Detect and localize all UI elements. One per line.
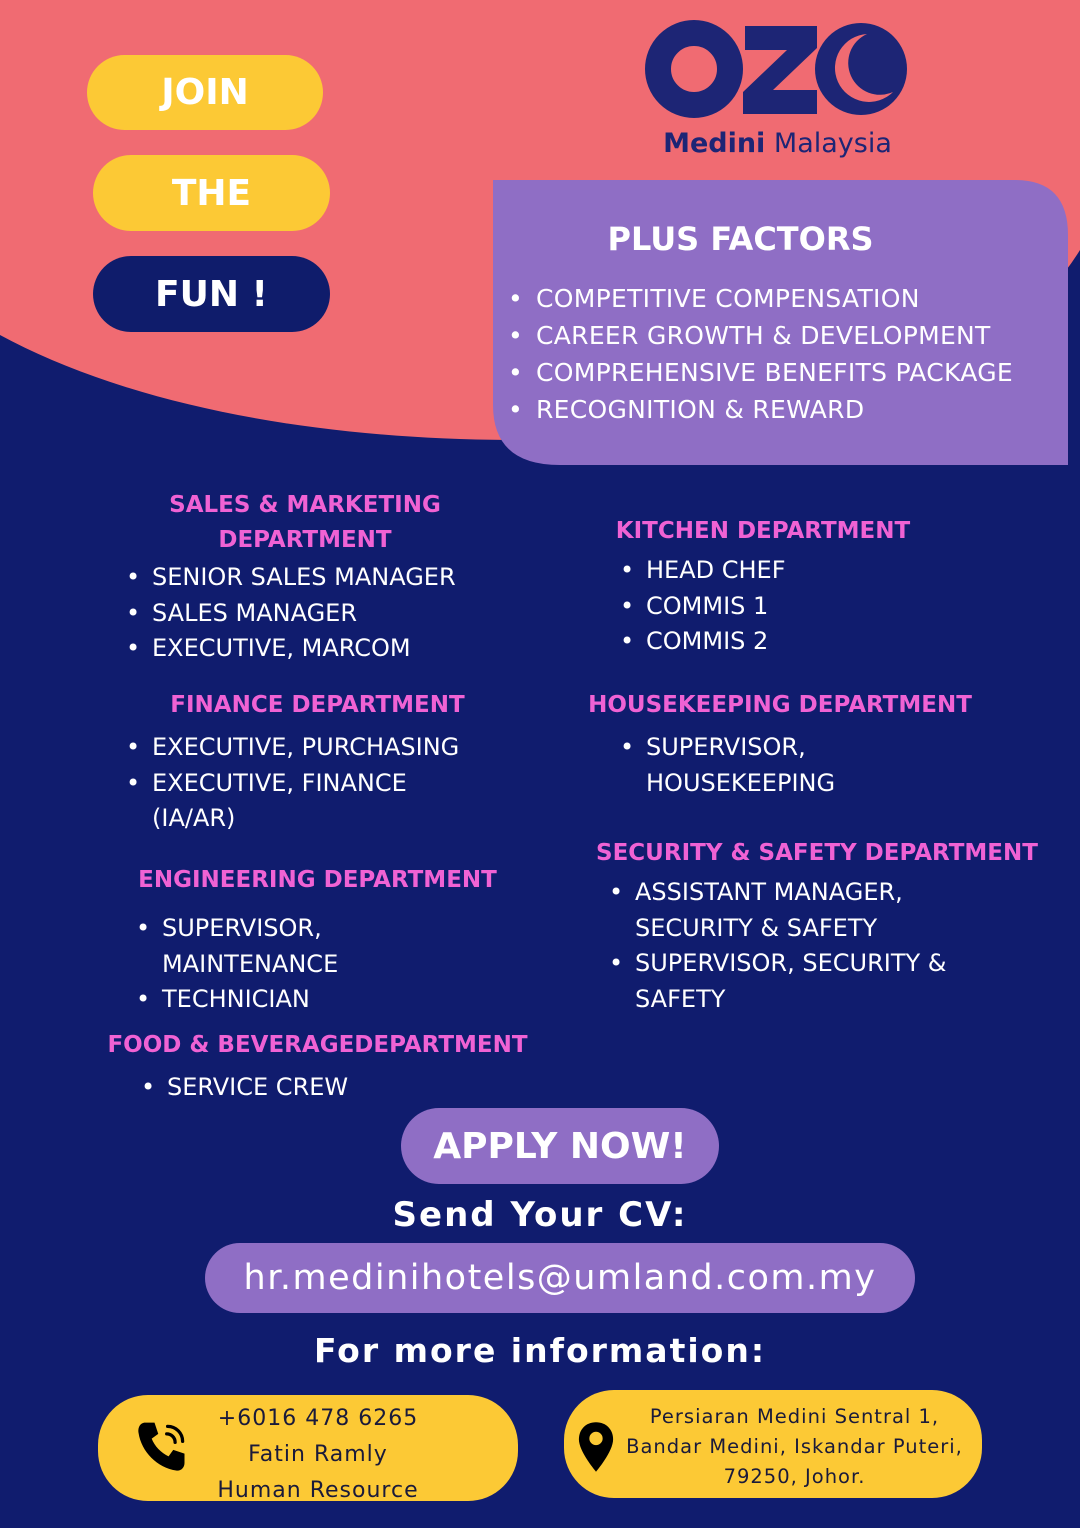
list-item: • EXECUTIVE, MARCOM [126, 631, 456, 667]
logo-letter-z [743, 26, 817, 114]
security-dept-title: SECURITY & SAFETY DEPARTMENT [596, 840, 1038, 866]
logo-letter-o [658, 33, 730, 105]
address-text [622, 1402, 967, 1492]
address-contact-card[interactable] [564, 1390, 982, 1498]
kitchen-dept-title: KITCHEN DEPARTMENT [615, 518, 911, 544]
sales-dept-title [140, 488, 470, 558]
list-item: • EXECUTIVE, FINANCE [126, 766, 459, 802]
fun-pill: FUN ! [93, 256, 330, 332]
list-item: • SERVICE CREW [141, 1070, 348, 1106]
list-item: • SUPERVISOR, SECURITY & [609, 946, 947, 982]
list-item-continuation: (IA/AR) [152, 804, 236, 832]
list-item-continuation: SECURITY & SAFETY [635, 913, 878, 942]
list-item-continuation: SAFETY [635, 984, 726, 1013]
list-item: • ASSISTANT MANAGER, [609, 875, 947, 911]
more-info-heading: For more information: [313, 1331, 767, 1370]
list-item: • EXECUTIVE, PURCHASING [126, 730, 459, 766]
finance-dept-title: FINANCE DEPARTMENT [170, 692, 465, 718]
address-line: 79250, Johor. [723, 1465, 866, 1488]
list-item: • COMPREHENSIVE BENEFITS PACKAGE [508, 354, 1013, 391]
engineering-jobs-list [136, 911, 338, 1018]
sales-dept-title-line1: SALES & MARKETING [169, 492, 441, 518]
plus-factors-list [508, 280, 1013, 428]
sales-jobs-list [126, 560, 456, 667]
phone-contact-card[interactable] [98, 1395, 518, 1501]
the-pill: THE [93, 155, 330, 231]
list-item: • TECHNICIAN [136, 982, 338, 1018]
fnb-dept-title: FOOD & BEVERAGEDEPARTMENT [107, 1032, 528, 1058]
list-item: • SALES MANAGER [126, 596, 456, 632]
contact-name: Fatin Ramly [248, 1442, 388, 1467]
list-item: • SENIOR SALES MANAGER [126, 560, 456, 596]
list-item: • SUPERVISOR, [620, 730, 835, 766]
housekeeping-jobs-list [620, 730, 835, 801]
list-item: • COMMIS 1 [620, 589, 786, 625]
kitchen-jobs-list [620, 553, 786, 660]
contact-role: Human Resource [217, 1478, 419, 1503]
list-item: • CAREER GROWTH & DEVELOPMENT [508, 317, 1013, 354]
engineering-dept-title: ENGINEERING DEPARTMENT [138, 867, 497, 893]
list-item: • SUPERVISOR, [136, 911, 338, 947]
list-item-continuation: HOUSEKEEPING [646, 768, 836, 797]
finance-jobs-list [126, 730, 459, 837]
email-link[interactable]: hr.medinihotels@umland.com.my [205, 1243, 915, 1313]
address-line: Persiaran Medini Sentral 1, [649, 1405, 940, 1428]
list-item: • COMMIS 2 [620, 624, 786, 660]
location-pin-icon [577, 1420, 615, 1474]
logo-subtitle: Medini Malaysia [663, 128, 892, 159]
crescent-moon-icon [815, 23, 907, 115]
apply-now-button[interactable]: APPLY NOW! [401, 1108, 719, 1184]
list-item-continuation: MAINTENANCE [162, 949, 339, 978]
address-line: Bandar Medini, Iskandar Puteri, [626, 1435, 963, 1458]
list-item: • HEAD CHEF [620, 553, 786, 589]
housekeeping-dept-title: HOUSEKEEPING DEPARTMENT [588, 692, 972, 718]
phone-icon [132, 1417, 192, 1477]
phone-number: +6016 478 6265 [217, 1406, 419, 1431]
sales-dept-title-line2: DEPARTMENT [218, 527, 392, 553]
list-item: • COMPETITIVE COMPENSATION [508, 280, 1013, 317]
security-jobs-list [609, 875, 947, 1017]
list-item: • RECOGNITION & REWARD [508, 391, 1013, 428]
phone-contact-text [198, 1401, 438, 1509]
send-cv-heading: Send Your CV: [392, 1195, 688, 1235]
plus-factors-title: PLUS FACTORS [607, 220, 874, 258]
join-pill: JOIN [87, 55, 323, 130]
fnb-jobs-list [141, 1070, 348, 1106]
